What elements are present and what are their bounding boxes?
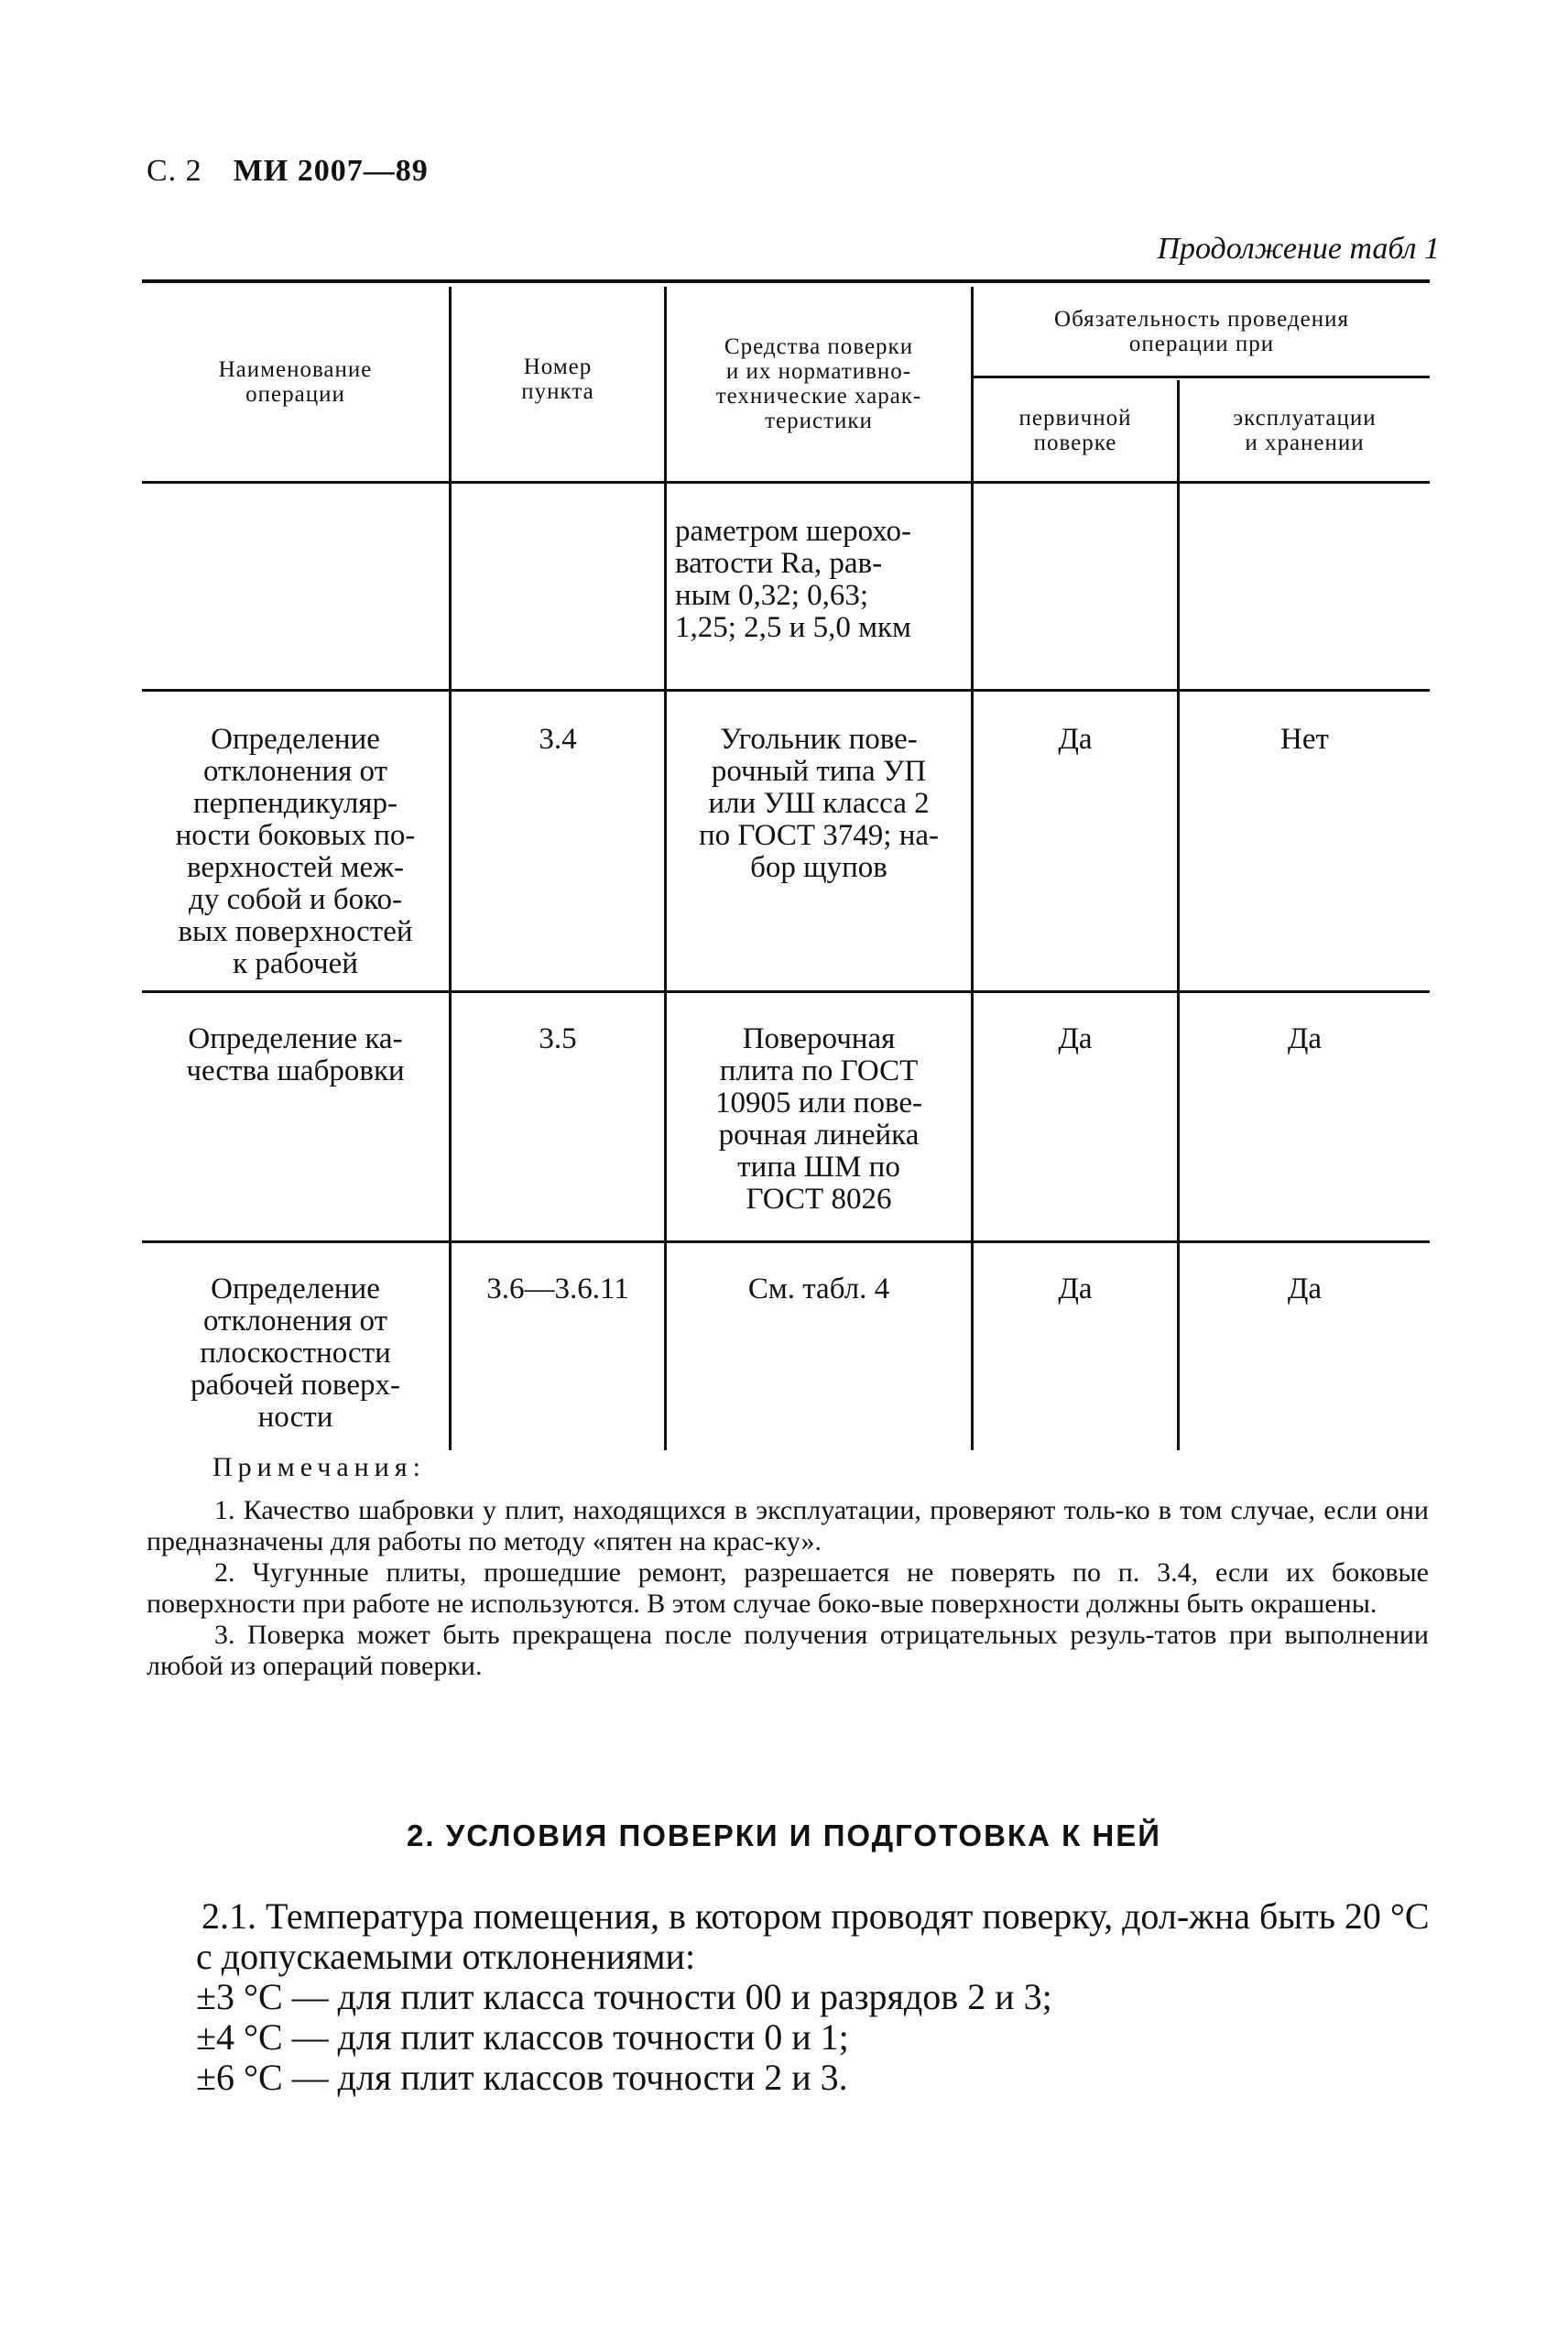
header-primary: первичной поверке bbox=[1018, 406, 1132, 455]
section-paragraph bbox=[196, 1896, 1431, 2098]
row4-primary: Да bbox=[1058, 1272, 1093, 1305]
row2-name: Определение отклонения от перпендикуляр- ности боковых по- верхностей меж- ду собой и боко- вых поверхностей к рабочей bbox=[175, 723, 416, 980]
row2-number: 3.4 bbox=[539, 723, 577, 756]
note-item: 1. Качество шабровки у плит, находящихся в эксплуатации, проверяют толь-ко в том случае, если они предназначены для работы по методу «пятен на крас-ку». bbox=[147, 1495, 1429, 1556]
header-number: Номер пункта bbox=[521, 355, 594, 404]
row-rule bbox=[142, 1240, 1430, 1243]
table-top-rule bbox=[142, 279, 1430, 283]
paragraph-text: 2.1. Температура помещения, в котором проводят поверку, дол-жна быть 20 °С с допускаемыми отклонениями: bbox=[196, 1895, 1430, 1977]
row3-name: Определение ка- чества шабровки bbox=[186, 1022, 405, 1087]
page-number: С. 2 bbox=[147, 154, 202, 188]
row2-primary: Да bbox=[1058, 723, 1093, 756]
section-title: 2. УСЛОВИЯ ПОВЕРКИ И ПОДГОТОВКА К НЕЙ bbox=[407, 1818, 1161, 1852]
header-sub-rule bbox=[971, 376, 1430, 378]
header-operation: эксплуатации и хранении bbox=[1233, 406, 1377, 455]
row2-means: Угольник пове- рочный типа УП или УШ класса 2 по ГОСТ 3749; на- бор щупов bbox=[698, 723, 940, 884]
page-header bbox=[147, 154, 429, 189]
row3-primary: Да bbox=[1058, 1022, 1093, 1055]
document-code: МИ 2007—89 bbox=[233, 154, 429, 188]
header-bottom-rule bbox=[142, 481, 1430, 484]
row3-operation: Да bbox=[1287, 1022, 1323, 1055]
tolerance-line: ±3 °С — для плит класса точности 00 и разрядов 2 и 3; bbox=[196, 1976, 1052, 2017]
tolerance-line: ±6 °С — для плит классов точности 2 и 3. bbox=[196, 2057, 848, 2098]
row4-means: См. табл. 4 bbox=[747, 1272, 890, 1305]
note-item: 2. Чугунные плиты, прошедшие ремонт, разрешается не поверять по п. 3.4, если их боковые поверхности при работе не используются. В этом случае боко-вые поверхности должны быть окрашены. bbox=[147, 1557, 1429, 1619]
notes-title: Примечания: bbox=[212, 1452, 426, 1482]
verification-table bbox=[142, 279, 1430, 1450]
note-item: 3. Поверка может быть прекращена после получения отрицательных резуль-татов при выполнении любой из операций поверки. bbox=[147, 1620, 1429, 1681]
header-means: Средства поверки и их нормативно- технические харак- теристики bbox=[715, 334, 922, 433]
table-continuation-label: Продолжение табл 1 bbox=[1157, 232, 1440, 266]
header-name: Наименование операции bbox=[218, 357, 373, 407]
tolerance-line: ±4 °С — для плит классов точности 0 и 1; bbox=[196, 2016, 849, 2058]
row2-operation: Нет bbox=[1280, 723, 1329, 756]
row3-number: 3.5 bbox=[539, 1022, 577, 1055]
row-rule bbox=[142, 990, 1430, 993]
row-rule bbox=[142, 689, 1430, 692]
notes-list bbox=[147, 1495, 1429, 1682]
row3-means: Поверочная плита по ГОСТ 10905 или пове- рочная линейка типа ШМ по ГОСТ 8026 bbox=[715, 1022, 922, 1216]
row4-number: 3.6—3.6.11 bbox=[486, 1272, 629, 1305]
row4-operation: Да bbox=[1287, 1272, 1323, 1305]
row1-means: раметром шерохо- ватости Ra, рав- ным 0,32; 0,63; 1,25; 2,5 и 5,0 мкм bbox=[675, 515, 911, 644]
row4-name: Определение отклонения от плоскостности рабочей поверх- ности bbox=[191, 1272, 400, 1434]
header-mandatory: Обязательность проведения операции при bbox=[1054, 307, 1349, 356]
